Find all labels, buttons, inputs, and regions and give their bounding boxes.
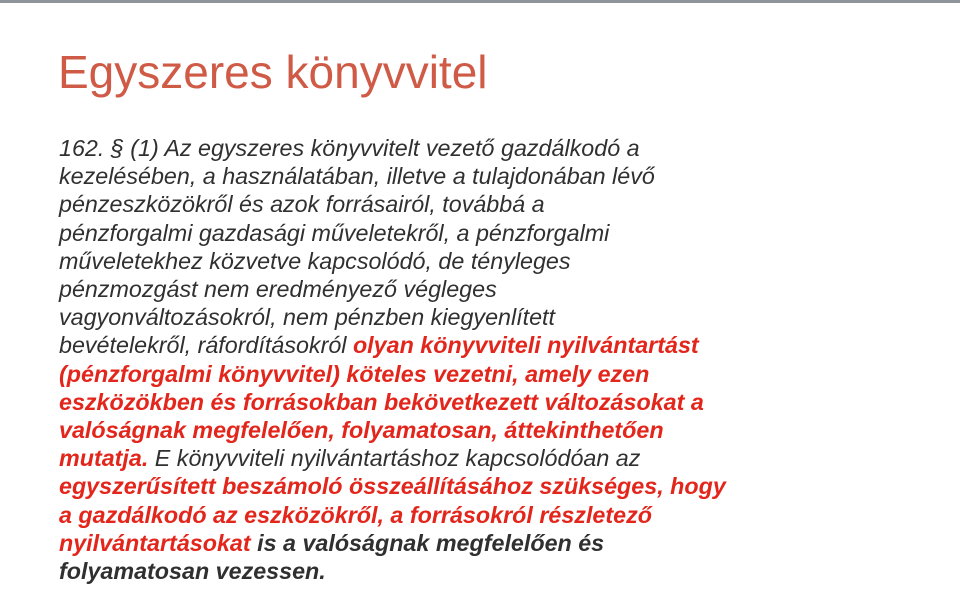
text-run: pénzforgalmi gazdasági műveletekről, a pénzforgalmi (59, 219, 610, 246)
text-run: pénzeszközökről és azok forrásairól, továbbá a (59, 191, 545, 218)
text-line (59, 444, 949, 472)
text-run: 162. § (1) Az egyszeres könyvvitelt vezető gazdálkodó a (59, 135, 640, 161)
emphasis-text: olyan könyvviteli nyilvántartást (352, 332, 699, 359)
text-run: bevételekről, ráfordításokról (59, 332, 353, 359)
emphasis-text: valóságnak megfelelően, folyamatosan, áttekinthetően (59, 417, 664, 444)
text-run: is a valóságnak megfelelően és (250, 529, 605, 556)
text-run: műveletekhez közvetve kapcsolódó, de tényleges (59, 247, 571, 274)
text-line (59, 303, 949, 331)
legal-text-block (59, 134, 949, 585)
text-line (59, 388, 949, 416)
text-line (59, 331, 949, 359)
emphasis-text: a gazdálkodó az eszközökről, a forrásokról részletező (59, 501, 652, 528)
text-line (59, 275, 949, 303)
emphasis-text: (pénzforgalmi könyvvitel) köteles vezetni, amely ezen (59, 360, 650, 387)
text-run: pénzmozgást nem eredményező végleges (59, 276, 497, 303)
text-run: E könyvviteli nyilvántartáshoz kapcsolódóan az (154, 445, 641, 472)
text-line (59, 190, 949, 218)
text-run: vagyonváltozásokról, nem pénzben kiegyenlített (59, 304, 556, 331)
emphasis-text: egyszerűsített beszámoló összeállításához szükséges, hogy (59, 473, 726, 500)
text-line (59, 472, 949, 500)
text-line (59, 134, 949, 162)
text-line (59, 219, 949, 247)
text-line (59, 247, 949, 275)
text-line (59, 162, 949, 190)
text-line (59, 557, 949, 585)
text-run: kezelésében, a használatában, illetve a tulajdonában lévő (59, 163, 655, 190)
emphasis-text: mutatja. (59, 445, 155, 472)
text-line (59, 416, 949, 444)
text-line (59, 501, 949, 529)
emphasis-text: eszközökben és forrásokban bekövetkezett változásokat a (59, 388, 704, 415)
emphasis-text: nyilvántartásokat (59, 529, 251, 556)
text-line (59, 529, 949, 557)
text-line (59, 360, 949, 388)
text-run: folyamatosan vezessen. (59, 558, 326, 585)
slide-title: Egyszeres könyvvitel (58, 46, 488, 98)
top-rule (0, 0, 960, 3)
